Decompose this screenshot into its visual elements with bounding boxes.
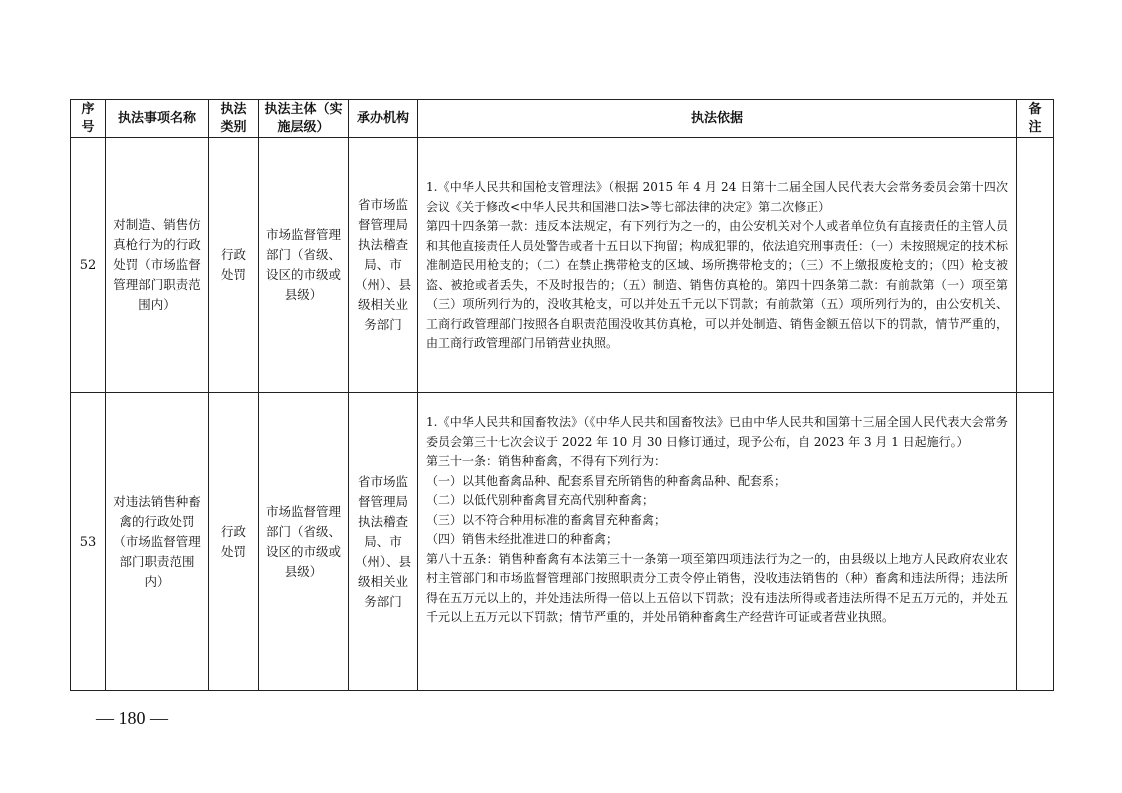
basis-paragraph: （四）销售未经批准进口的种畜禽；: [426, 532, 619, 546]
row-no: 52: [71, 138, 106, 393]
basis-paragraph: （三）以不符合种用标准的畜禽冒充种畜禽；: [426, 512, 667, 527]
basis-paragraph: 1.《中华人民共和国畜牧法》（《中华人民共和国畜牧法》已由中华人民共和国第十三届全国人民代表大会常务委员会第三十七次会议于 2022 年 10 月 30 日修订通过，现予公布，自 2023 年 3 月 1 日起施行。）: [426, 415, 1008, 449]
basis-paragraph: （一）以其他畜禽品种、配套系冒充所销售的种畜禽品种、配套系；: [426, 473, 787, 488]
row-agency: 省市场监督管理局执法稽查局、市（州）、县级相关业务部门: [349, 138, 418, 393]
table-row: [71, 138, 1054, 393]
row-name: 对违法销售种畜禽的行政处罚（市场监督管理部门职责范围内）: [106, 393, 209, 691]
row-basis: [418, 393, 1017, 691]
table-row: [71, 393, 1054, 691]
basis-paragraph: 第八十五条：销售种畜禽有本法第三十一条第一项至第四项违法行为之一的，由县级以上地方人民政府农业农村主管部门和市场监督管理部门按照职责分工责令停止销售，没收违法销售的（种）畜禽和违法所得；违法所得在五万元以上的，并处违法所得一倍以上五倍以下罚款；没有违法所得或者违法所得不足五万元的，并处五千元以上五万元以下罚款；情节严重的，并处吊销种畜禽生产经营许可证或者营业执照。: [426, 551, 1008, 624]
header-remark: 备注: [1017, 100, 1054, 138]
row-subject: 市场监督管理部门（省级、设区的市级或县级）: [259, 138, 349, 393]
header-name: 执法事项名称: [106, 100, 209, 138]
row-subject: 市场监督管理部门（省级、设区的市级或县级）: [259, 393, 349, 691]
header-type: 执法类别: [209, 100, 259, 138]
row-type: 行政处罚: [209, 393, 259, 691]
row-type: 行政处罚: [209, 138, 259, 393]
header-agency: 承办机构: [349, 100, 418, 138]
basis-paragraph: 第四十四条第一款：违反本法规定，有下列行为之一的，由公安机关对个人或者单位负有直接责任的主管人员和其他直接责任人员处警告或者十五日以下拘留；构成犯罪的，依法追究刑事责任：（一）未按照规定的技术标准制造民用枪支的；（二）在禁止携带枪支的区域、场所携带枪支的；（三）不上缴报废枪支的；（四）枪支被盗、被抢或者丢失，不及时报告的；（五）制造、销售仿真枪的。第四十四条第二款：有前款第（一）项至第（三）项所列行为的，没收其枪支，可以并处五千元以下罚款；有前款第（五）项所列行为的，由公安机关、工商行政管理部门按照各自职责范围没收其仿真枪，可以并处制造、销售金额五倍以下的罚款，情节严重的，由工商行政管理部门吊销营业执照。: [426, 219, 1009, 350]
row-basis: [418, 138, 1017, 393]
basis-paragraph: 第三十一条：销售种畜禽，不得有下列行为：: [426, 454, 667, 468]
header-basis: 执法依据: [418, 100, 1017, 138]
row-agency: 省市场监督管理局执法稽查局、市（州）、县级相关业务部门: [349, 393, 418, 691]
enforcement-items-table: [70, 99, 1054, 691]
page-number: — 180 —: [96, 708, 168, 728]
basis-paragraph: 1.《中华人民共和国枪支管理法》（根据 2015 年 4 月 24 日第十二届全国人民代表大会常务委员会第十四次会议《关于修改<中华人民共和国港口法>等七部法律的决定》第二次修正）: [426, 180, 1008, 214]
row-remark: [1017, 393, 1054, 691]
basis-paragraph: （二）以低代别种畜禽冒充高代别种畜禽；: [426, 493, 655, 507]
header-subject: 执法主体（实施层级）: [259, 100, 349, 138]
header-no: 序号: [71, 100, 106, 138]
row-remark: [1017, 138, 1054, 393]
row-name: 对制造、销售仿真枪行为的行政处罚（市场监督管理部门职责范围内）: [106, 138, 209, 393]
row-no: 53: [71, 393, 106, 691]
table-header-row: [71, 100, 1054, 138]
